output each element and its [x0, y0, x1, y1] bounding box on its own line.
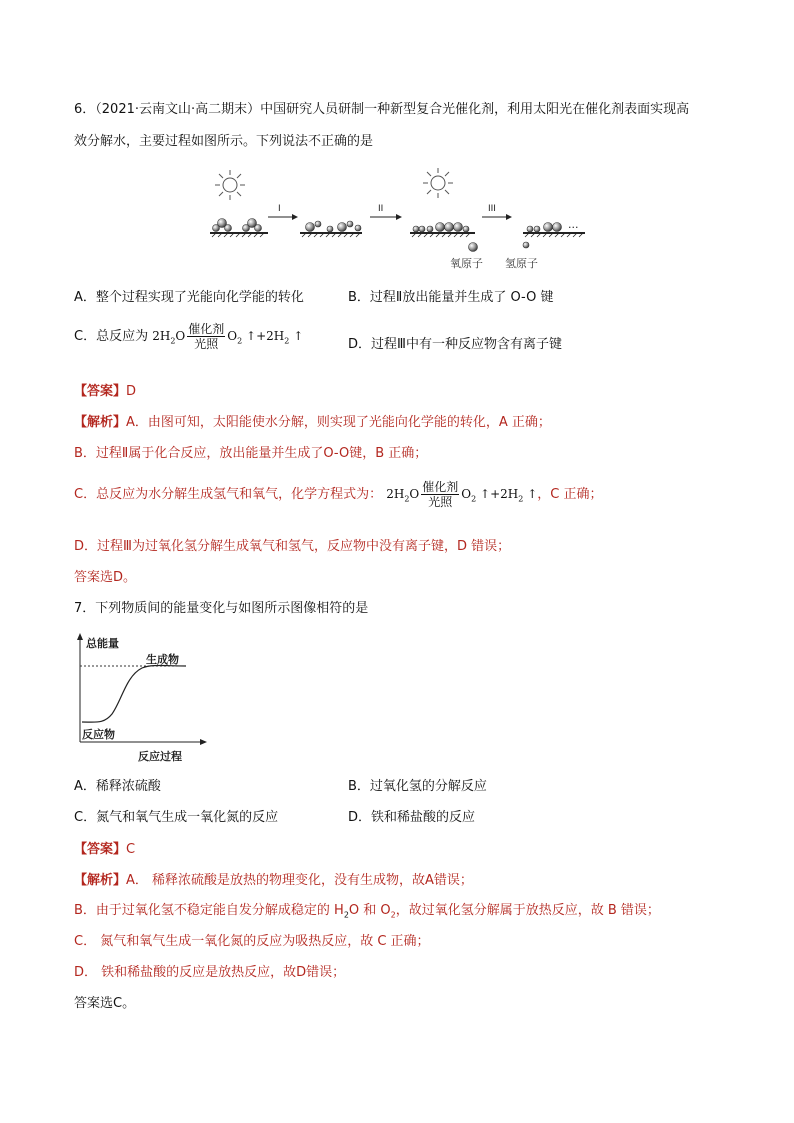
- q7-option-c[interactable]: C．氮气和氧气生成一氧化氮的反应: [74, 810, 279, 825]
- sun-icon: [423, 168, 453, 198]
- q7-analysis-1: 【解析】A． 稀释浓硫酸是放热的物理变化，没有生成物，故A错误；: [74, 873, 473, 888]
- sun-icon: [215, 170, 245, 200]
- q6-process-figure: [200, 165, 620, 275]
- q7-analysis-2: B．由于过氧化氢不稳定能自发分解成稳定的 $H_2O$ 和 $O_2$，故过氧化氢分解属于放热反应，故 B 错误；: [74, 903, 660, 920]
- q6-analysis-2: B．过程Ⅱ属于化合反应，放出能量并生成了O-O键，B 正确；: [74, 446, 428, 461]
- water-molecules: [213, 219, 262, 232]
- q6-option-c-label: C．总反应为: [74, 329, 149, 344]
- q7-option-b[interactable]: B．过氧化氢的分解反应: [348, 779, 487, 794]
- stage4-molecules: [527, 223, 562, 233]
- q6-option-d[interactable]: D．过程Ⅲ中有一种反应物含有离子键: [348, 337, 562, 352]
- q6-conclusion: 答案选D。: [74, 570, 137, 585]
- step-label-3: III: [488, 204, 496, 214]
- hydrogen-atom-legend-icon: [523, 242, 529, 248]
- step-label-1: I: [278, 204, 281, 214]
- x-axis-label: 反应过程: [138, 750, 182, 763]
- y-axis-label: 总能量: [86, 637, 119, 650]
- q7-stem: 7．下列物质间的能量变化与如图所示图像相符的是: [74, 601, 369, 616]
- stage3-molecules: [413, 223, 469, 233]
- q6-option-b[interactable]: B．过程Ⅱ放出能量并生成了 O-O 键: [348, 290, 554, 305]
- q6-stem-line2: 效分解水，主要过程如图所示。下列说法不正确的是: [74, 134, 374, 149]
- q7-analysis-3: C． 氮气和氧气生成一氧化氮的反应为吸热反应，故 C 正确；: [74, 934, 430, 949]
- q6-analysis-1: 【解析】A．由图可知，太阳能使水分解，则实现了光能向化学能的转化，A 正确；: [74, 415, 551, 430]
- ellipsis: ···: [568, 221, 579, 234]
- q6-stem-line1: 6．（2021·云南文山·高二期末）中国研究人员研制一种新型复合光催化剂，利用太阳光在催化剂表面实现高: [74, 102, 690, 117]
- reaction-condition: $\frac{\text{催化剂}}{\text{光照}}$: [188, 322, 225, 351]
- oxygen-atom-legend-icon: [469, 243, 478, 252]
- q7-option-a[interactable]: A．稀释浓硫酸: [74, 779, 161, 794]
- reactant-label: 反应物: [82, 728, 115, 741]
- product-label: 生成物: [146, 653, 179, 666]
- legend-hydrogen: 氢原子: [505, 257, 538, 270]
- q6-option-a[interactable]: A．整个过程实现了光能向化学能的转化: [74, 290, 304, 305]
- q7-answer: 【答案】C: [74, 842, 136, 857]
- catalyst-surface: [210, 233, 585, 237]
- energy-curve: [82, 666, 186, 723]
- stage2-molecules: [306, 221, 362, 232]
- q7-option-d[interactable]: D．铁和稀盐酸的反应: [348, 810, 476, 825]
- q6-answer: 【答案】D: [74, 384, 137, 399]
- step-label-2: II: [378, 204, 384, 214]
- q6-equation: $2H_2O$: [152, 329, 186, 346]
- q6-analysis-3: C．总反应为水分解生成氢气和氧气，化学方程式为： $2H_2O$ $\frac{\text{催化剂}}{\text{光照}}$ $O_2$ $↑+2H_2$ ↑，C 正确；: [74, 480, 603, 509]
- q7-conclusion: 答案选C。: [74, 996, 136, 1011]
- q7-energy-diagram: [74, 630, 214, 765]
- q7-analysis-4: D． 铁和稀盐酸的反应是放热反应，故D错误；: [74, 965, 346, 980]
- legend-oxygen: 氧原子: [450, 257, 483, 270]
- q6-option-c[interactable]: C．总反应为 $2H_2O$ $\frac{\text{催化剂}}{\text{光照}}$ $O_2$ $↑+2H_2$ ↑: [74, 322, 304, 351]
- q6-analysis-4: D．过程Ⅲ为过氧化氢分解生成氧气和氢气，反应物中没有离子键，D 错误；: [74, 539, 511, 554]
